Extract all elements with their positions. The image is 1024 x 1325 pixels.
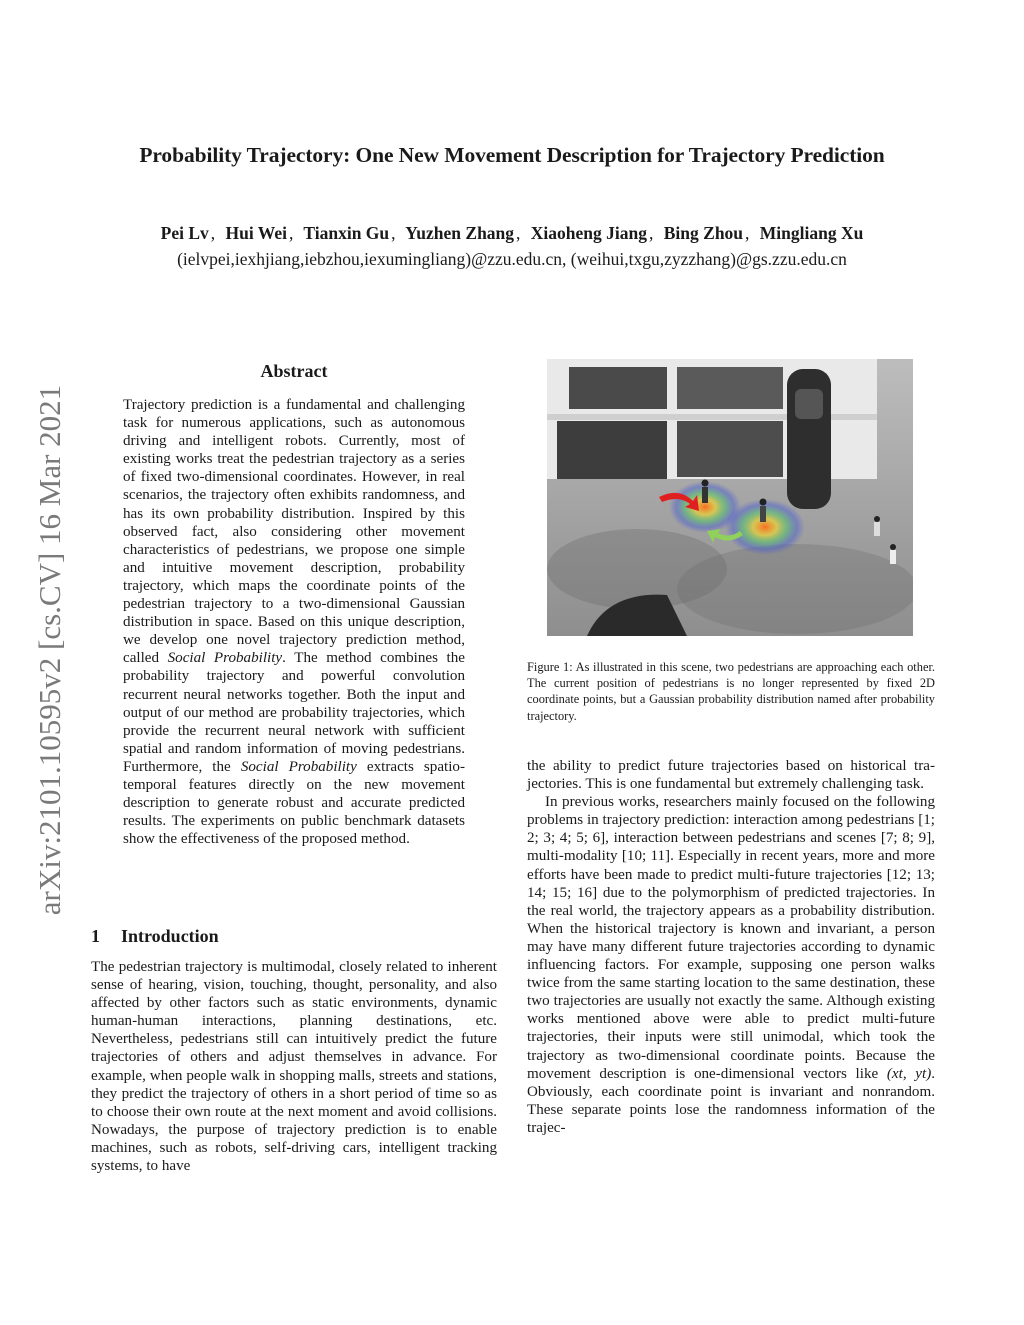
paragraph-text: . Obviously, each coordinate point is invariant and nonrandom. These separate points lose the randomness information of the trajec- <box>527 1065 936 1136</box>
math-expression: (xt, yt) <box>886 1065 932 1082</box>
figure-1-caption: Figure 1: As illustrated in this scene, two pedestrians are approaching each other. The current position of pedestrians is no longer represented by fixed 2D coordinate points, but a Gaussian probability distribution named after probability trajectory. <box>527 660 935 723</box>
abstract-text-part: Trajectory prediction is a fundamental and challenging task for numerous applications, such as autonomous driving and intelligent robots. Currently, most of existing works treat the pedestrian trajectory as a series of fixed two-dimensional coordinates. However, in real scenarios, the trajectory often exhibits randomness, and has its own probability distribution. Inspired by this observed fact, also considering other movement characteristics of pedestrians, we propose one simple and intuitive movement description, probability trajectory, which maps the coordinate points of the pedestrian trajectory to a two-dimensional Gaussian distribution in space. Based on this unique description, we develop one novel trajectory prediction method, called <box>123 397 465 667</box>
author-name: Pei Lv <box>160 223 209 243</box>
pedestrian-head <box>760 499 767 506</box>
author-separator: , <box>210 223 216 243</box>
author-name: Bing Zhou <box>663 223 744 243</box>
author-separator: , <box>391 223 396 243</box>
introduction-continued-text <box>527 757 935 1137</box>
car-windshield <box>795 389 823 419</box>
abstract-heading: Abstract <box>260 361 328 381</box>
building-window <box>677 367 783 409</box>
author-name: Tianxin Gu <box>303 223 390 243</box>
section-number: 1 <box>91 926 100 946</box>
paragraph-text: In previous works, researchers mainly focused on the following problems in trajectory prediction: interaction among pedestrians [1; 2; 3; 4; 5; 6], interaction between pedestrians and scenes [7; 8; 9], multi-modality [10; 11]. Especially in recent years, more and more efforts have been made to predict multi-future trajectories [12; 13; 14; 15; 16] due to the polymorphism of predicted trajectories. In the real world, the trajectory appears as a probability distribution. When the historical trajectory is known and invariant, a person may have many different future trajectories according to dynamic influencing factors. For example, supposing one person walks twice from the same starting location to the same destination, these two trajectories are usually not exactly the same. Although existing works mentioned above were able to predict multi-future trajectories, their inputs were still unimodal, which took the trajectory as two-dimensional coordinate points. Because the movement description is one-dimensional vectors like <box>527 794 935 1082</box>
author-separator: , <box>649 223 654 243</box>
method-name-emphasis: Social Probability <box>167 650 283 667</box>
building-window <box>677 421 783 477</box>
abstract-text <box>123 396 465 848</box>
paper-title: Probability Trajectory: One New Movement Description for Trajectory Prediction <box>139 143 885 167</box>
pedestrian-head <box>874 516 880 522</box>
section-title: Introduction <box>121 926 219 946</box>
author-name: Hui Wei <box>225 223 287 243</box>
paragraph: The pedestrian trajectory is multimodal, closely related to inherent sense of hearing, vision, touching, thought, personality, and also affected by other factors such as static environments, dynamic human-human interactions, planning destinations, etc. Nevertheless, pedestrians still can intuitively predict the future trajectories of others and adjust themselves in advance. For example, when people walk in shopping malls, streets and stations, they predict the trajectory of others in a short period of time so as to choose their own route at the next moment and avoid collisions. Nowadays, the purpose of trajectory prediction is to enable machines, such as robots, self-driving cars, intelligent tracking systems, to have <box>91 959 497 1175</box>
author-separator: , <box>745 223 750 243</box>
pedestrian-head <box>702 480 709 487</box>
author-name: Mingliang Xu <box>759 223 864 243</box>
author-separator: , <box>516 223 521 243</box>
paragraph <box>527 793 935 1137</box>
pedestrian-body <box>890 550 896 564</box>
author-name: Xiaoheng Jiang <box>530 223 647 243</box>
abstract-text-part: . The method combines the probability trajectory and powerful convolution recurrent neural networks together. Both the input and output of our method are probability trajectories, which provide the recurrent neural network with sufficient spatial and random information of moving pedestrians. Furthermore, the <box>123 650 466 775</box>
paragraph: the ability to predict future trajectories based on historical trajectories. This is one fundamental but extremely challenging task. <box>527 758 935 793</box>
pedestrian-body <box>702 487 708 503</box>
author-emails: (ielvpei,iexhjiang,iebzhou,iexumingliang)@zzu.edu.cn, (weihui,txgu,zyzzhang)@gs.zzu.edu.cn <box>177 249 847 269</box>
pedestrian-body <box>874 522 880 536</box>
building-window <box>557 421 667 479</box>
abstract-text-part: extracts spatio-temporal features directly on the new movement description to generate robust and accurate predicted results. The experiments on public benchmark datasets show the effectiveness of the proposed method. <box>123 758 465 848</box>
figure-1-scene-image <box>547 359 913 636</box>
author-list <box>60 223 964 244</box>
pedestrian-body <box>760 506 766 522</box>
tree-shadow <box>677 544 913 634</box>
building-window <box>569 367 667 409</box>
introduction-heading <box>91 926 497 947</box>
author-separator: , <box>288 223 294 243</box>
method-name-emphasis: Social Probability <box>240 758 357 775</box>
introduction-text <box>91 958 497 1175</box>
pedestrian-head <box>890 544 896 550</box>
author-name: Yuzhen Zhang <box>405 223 515 243</box>
arxiv-identifier: arXiv:2101.10595v2 [cs.CV] 16 Mar 2021 <box>32 384 67 916</box>
street-scene-illustration <box>547 359 913 636</box>
